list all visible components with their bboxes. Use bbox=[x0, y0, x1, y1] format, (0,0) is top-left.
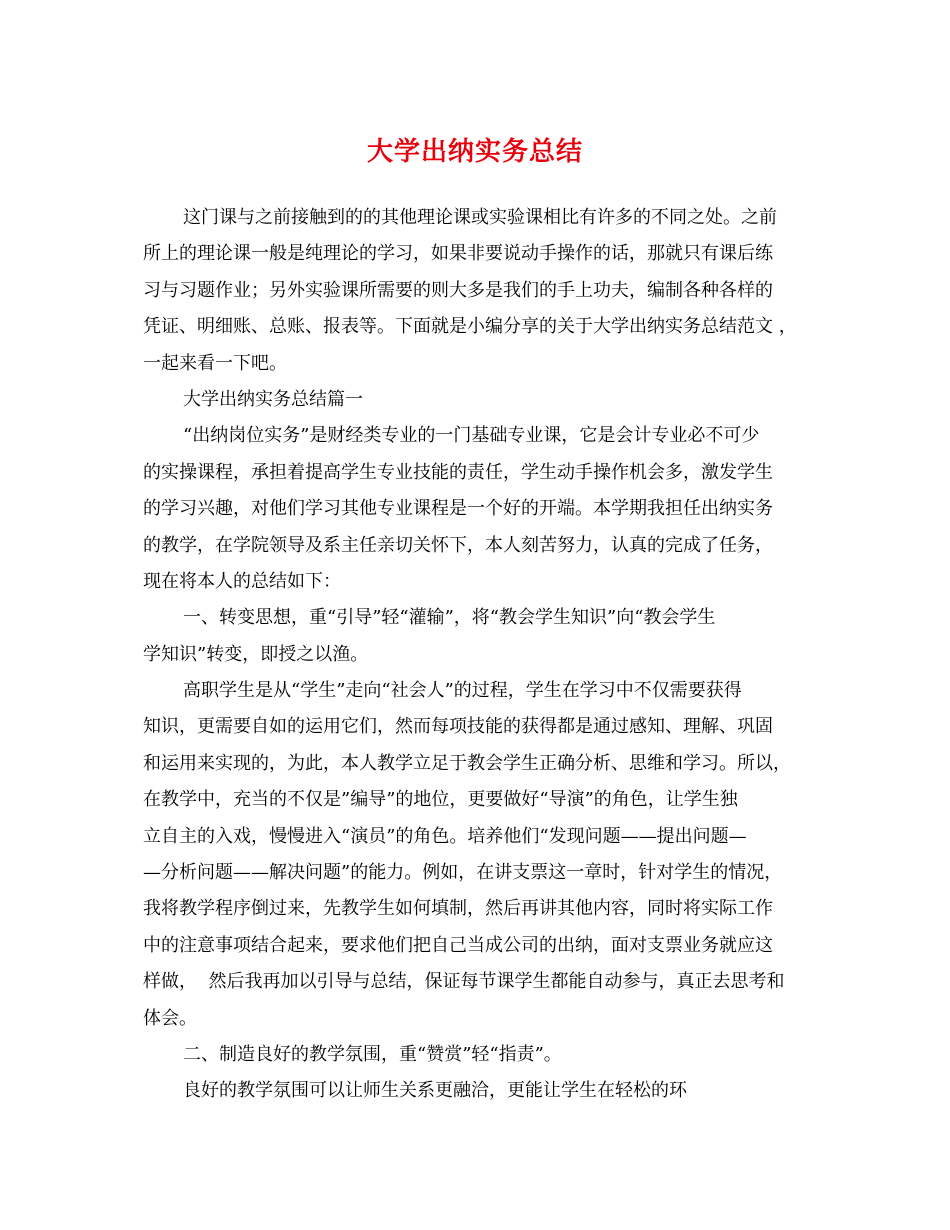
text-line: 中的注意事项结合起来，要求他们把自己当成公司的出纳，面对支票业务就应这 bbox=[143, 934, 773, 956]
text-line: 的教学，在学院领导及系主任亲切关怀下，本人刻苦努力，认真的完成了任务， bbox=[143, 534, 773, 556]
text-line: —分析问题——解决问题”的能力。例如，在讲支票这一章时，针对学生的情况， bbox=[143, 862, 783, 884]
text-line: 体会。 bbox=[143, 1007, 197, 1029]
text-line: 在教学中，充当的不仅是”编导”的地位，更要做好“导演”的角色，让学生独 bbox=[143, 789, 738, 811]
text-line: 大学出纳实务总结篇一 bbox=[183, 388, 363, 410]
text-line: 所上的理论课一般是纯理论的学习，如果非要说动手操作的话，那就只有课后练 bbox=[143, 243, 773, 265]
text-line: 良好的教学氛围可以让师生关系更融洽，更能让学生在轻松的环 bbox=[183, 1080, 687, 1102]
text-line: 现在将本人的总结如下： bbox=[143, 570, 341, 592]
document-title: 大学出纳实务总结 bbox=[366, 137, 583, 167]
text-line: 凭证、明细账、总账、报表等。下面就是小编分享的关于大学出纳实务总结范文 ， bbox=[143, 316, 797, 338]
text-line: 立自主的入戏，慢慢进入“演员”的角色。培养他们“发现问题——提出问题— bbox=[143, 825, 747, 847]
text-line: “出纳岗位实务”是财经类专业的一门基础专业课，它是会计专业必不可少 bbox=[183, 425, 760, 447]
text-line: 高职学生是从“学生”走向“社会人”的过程，学生在学习中不仅需要获得 bbox=[183, 680, 742, 702]
text-line: 我将教学程序倒过来，先教学生如何填制，然后再讲其他内容，同时将实际工作 bbox=[143, 898, 773, 920]
text-line: 一、转变思想，重“引导”轻“灌输”，将“教会学生知识”向“教会学生 bbox=[183, 607, 716, 629]
text-line: 知识，更需要自如的运用它们，然而每项技能的获得都是通过感知、理解、巩固 bbox=[143, 716, 773, 738]
text-line: 学知识”转变，即授之以渔。 bbox=[143, 643, 369, 665]
text-line: 二、制造良好的教学氛围，重“赞赏”轻“指责”。 bbox=[183, 1043, 562, 1065]
text-line: 的实操课程，承担着提高学生专业技能的责任，学生动手操作机会多，激发学生 bbox=[143, 461, 773, 483]
text-line: 的学习兴趣，对他们学习其他专业课程是一个好的开端。本学期我担任出纳实务 bbox=[143, 498, 773, 520]
text-line: 样做， 然后我再加以引导与总结，保证每节课学生都能自动参与，真正去思考和 bbox=[143, 971, 785, 993]
document-body bbox=[143, 200, 813, 1110]
text-line: 习与习题作业；另外实验课所需要的则大多是我们的手上功夫，编制各种各样的 bbox=[143, 279, 773, 301]
text-line: 和运用来实现的，为此，本人教学立足于教会学生正确分析、思维和学习。所以， bbox=[143, 752, 791, 774]
text-line: 一起来看一下吧。 bbox=[143, 352, 287, 374]
text-line: 这门课与之前接触到的的其他理论课或实验课相比有许多的不同之处。之前 bbox=[183, 207, 777, 228]
